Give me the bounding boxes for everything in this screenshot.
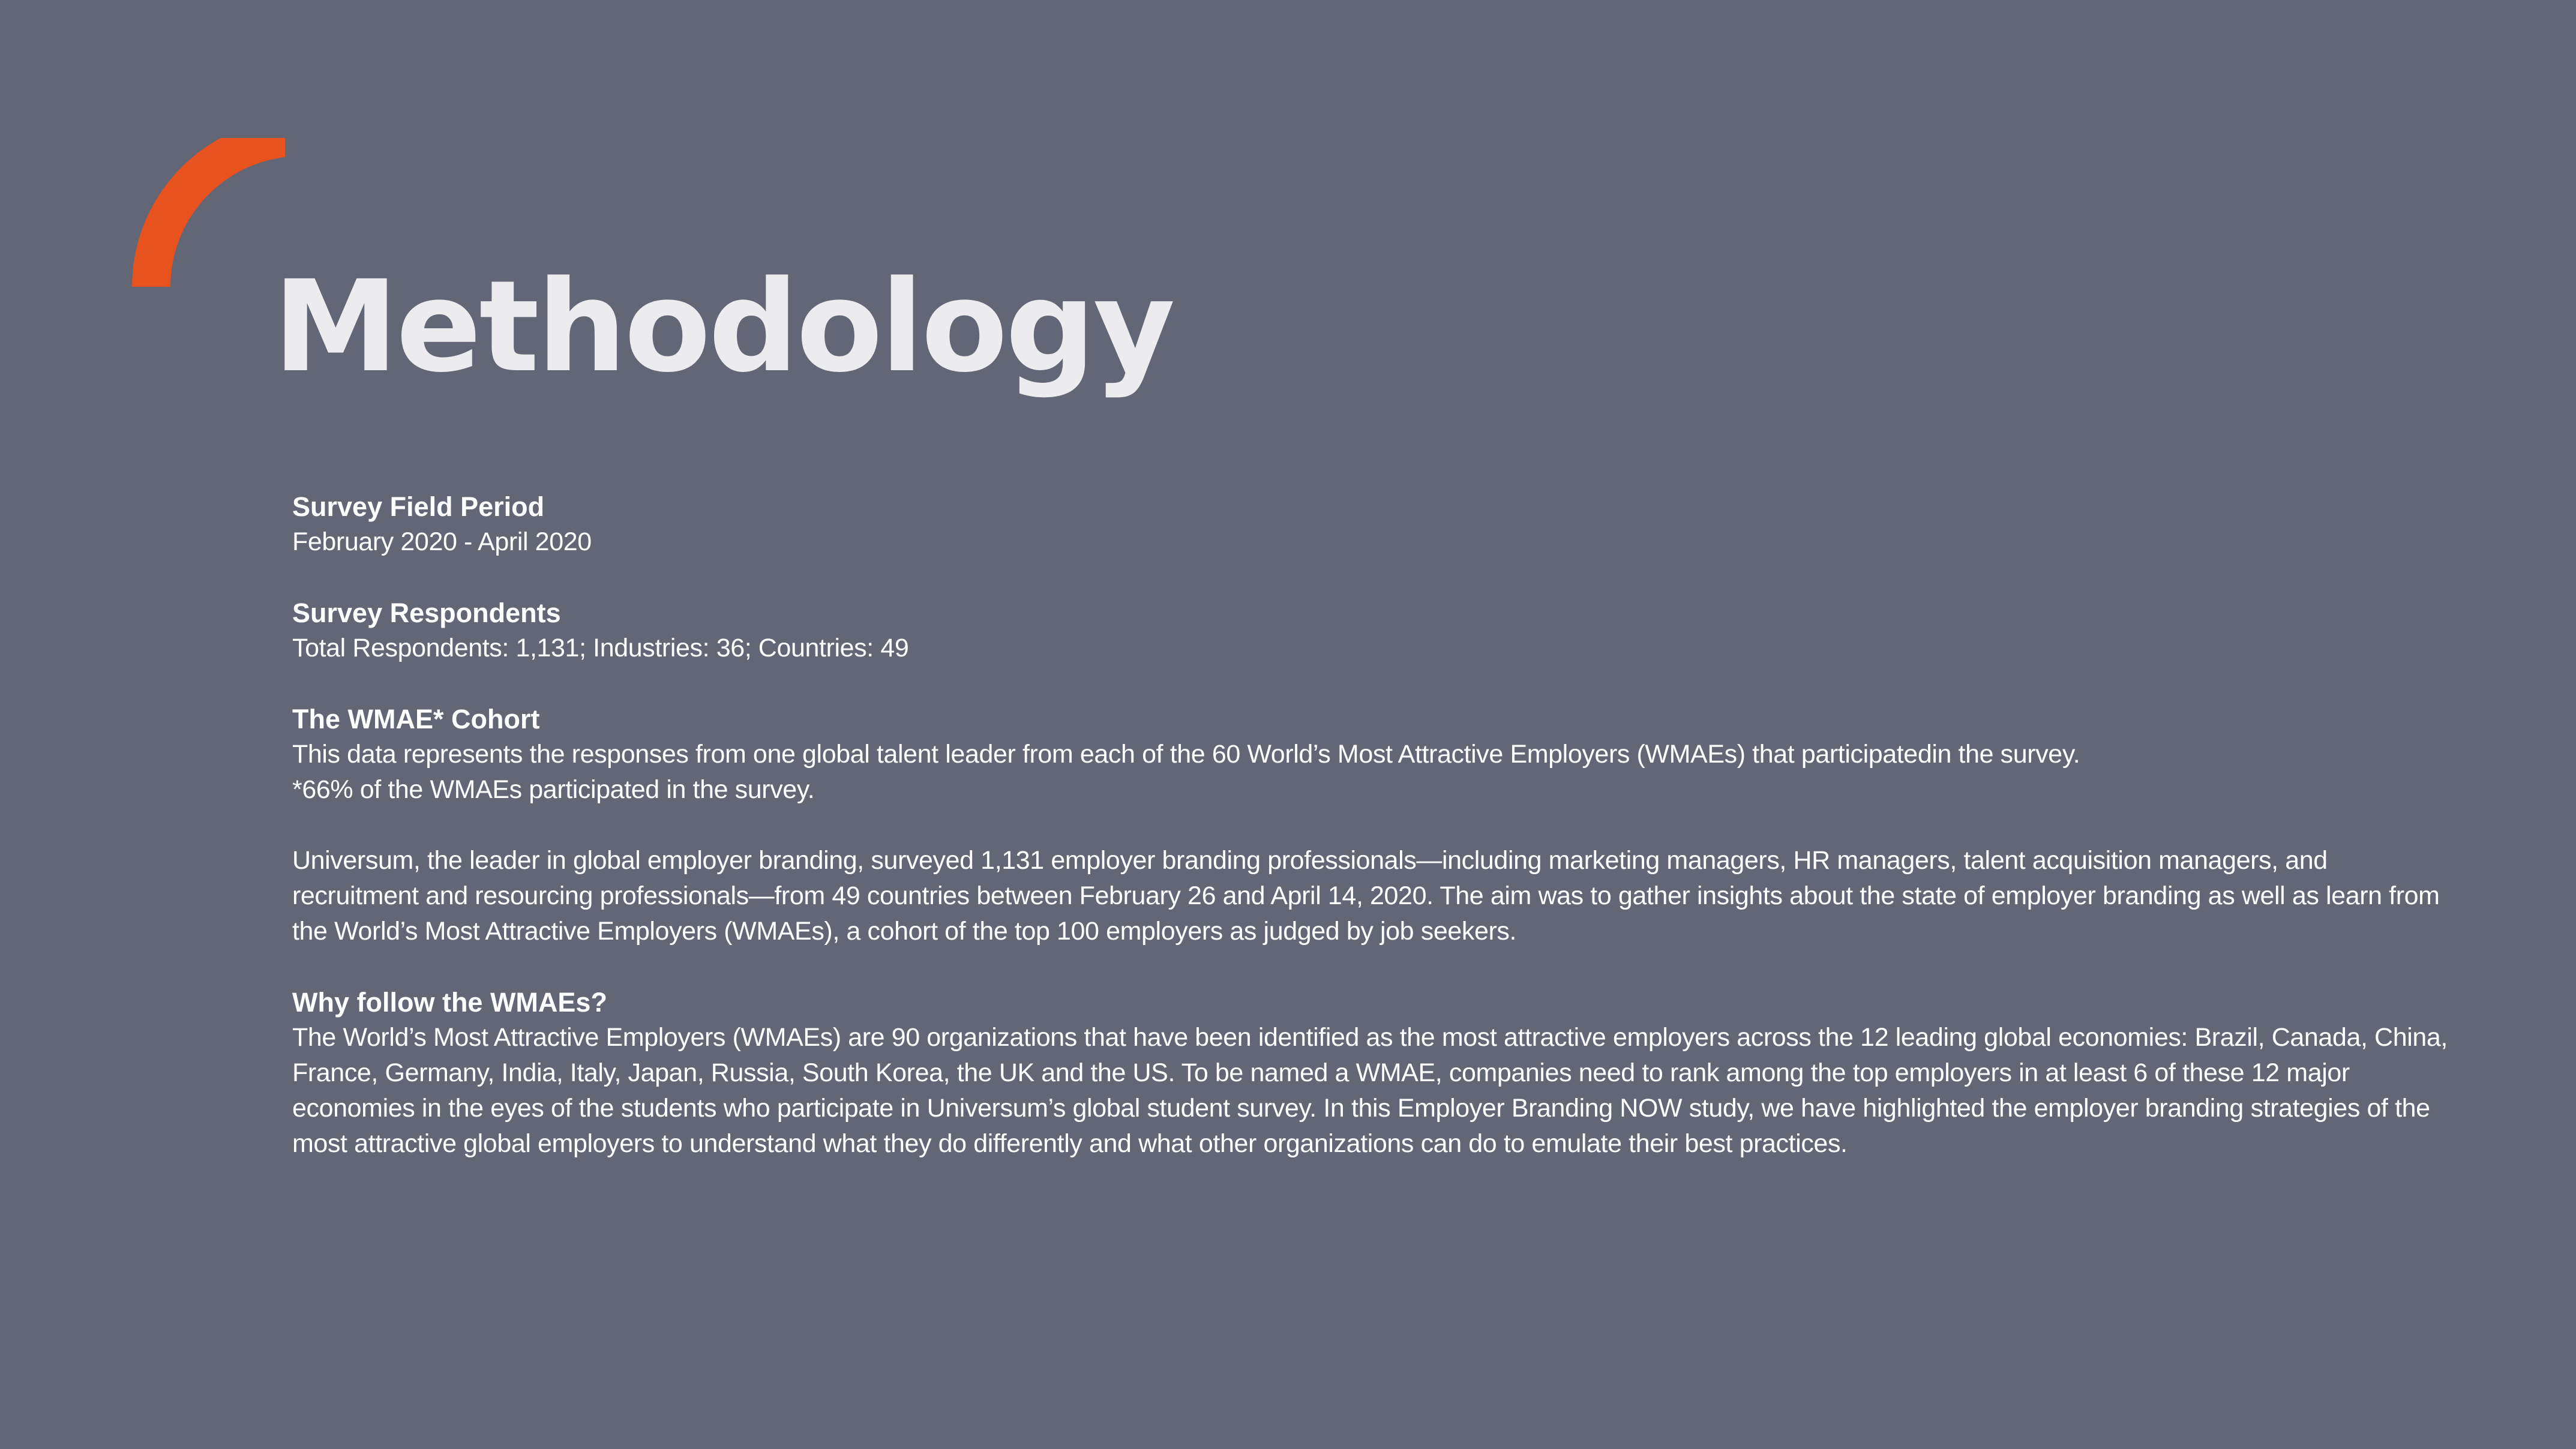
decorative-arc-icon <box>132 138 285 288</box>
section-text: February 2020 - April 2020 <box>292 527 592 556</box>
section-wmae-cohort <box>292 701 2452 808</box>
section-footnote: *66% of the WMAEs participated in the survey. <box>292 775 815 804</box>
section-heading: Survey Field Period <box>292 491 545 522</box>
section-why-follow-wmaes <box>292 985 2452 1162</box>
section-overview <box>292 843 2452 949</box>
overview-paragraph: Universum, the leader in global employer branding, surveyed 1,131 employer branding professionals—including marketing managers, HR managers, talent acquisition managers, and recruitment and resourcing professionals—from 49 countries between February 26 and April 14, 2020. The aim was to gather insights about the state of employer branding as well as learn from the World’s Most Attractive Employers (WMAEs), a cohort of the top 100 employers as judged by job seekers. <box>292 846 2440 946</box>
section-heading: Why follow the WMAEs? <box>292 987 607 1018</box>
section-text: Total Respondents: 1,131; Industries: 36; Countries: 49 <box>292 634 909 662</box>
section-heading: The WMAE* Cohort <box>292 704 540 734</box>
section-heading: Survey Respondents <box>292 598 561 628</box>
methodology-content <box>292 489 2452 1197</box>
page-title: Methodology <box>273 253 1173 400</box>
section-text: This data represents the responses from one global talent leader from each of the 60 World’s Most Attractive Employers (WMAEs) that participatedin the survey. <box>292 740 2080 769</box>
why-paragraph: The World’s Most Attractive Employers (WMAEs) are 90 organizations that have been identified as the most attractive employers across the 12 leading global economies: Brazil, Canada, China, France, Germany, India, Italy, Japan, Russia, South Korea, the UK and the US. To be named a WMAE, companies need to rank among the top employers in at least 6 of these 12 major economies in the eyes of the students who participate in Universum’s global student survey. In this Employer Branding NOW study, we have highlighted the employer branding strategies of the most attractive global employers to understand what they do differently and what other organizations can do to emulate their best practices. <box>292 1023 2448 1158</box>
section-survey-field-period <box>292 489 2452 560</box>
section-survey-respondents <box>292 595 2452 666</box>
